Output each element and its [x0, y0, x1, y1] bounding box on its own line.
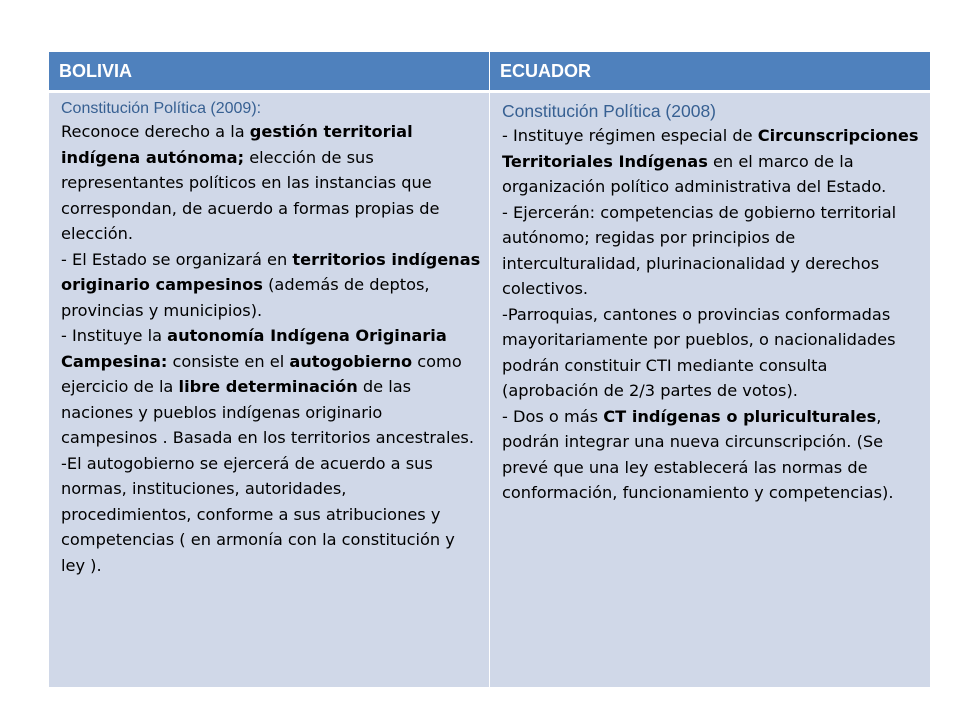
text-run: -El autogobierno se ejercerá de acuerdo a sus normas, instituciones, autoridades, procedimientos, conforme a sus atribuciones y competencias ( en armonía con la constitución y ley ). — [61, 453, 455, 575]
header-ecuador: ECUADOR — [490, 52, 931, 92]
ecuador-paragraph-4 — [502, 404, 922, 506]
bolivia-paragraph-1 — [61, 119, 481, 247]
content-row — [49, 92, 931, 688]
ecuador-paragraph-3 — [502, 302, 922, 404]
bolivia-paragraph-2 — [61, 247, 481, 324]
text-run: en el marco de la organización político administrativa del Estado. — [502, 151, 887, 196]
text-run: , podrán integrar una nueva circunscripción. (Se prevé que una ley establecerá las normas de conformación, funcionamiento y competencias). — [502, 406, 894, 502]
bold-text-run: autonomía Indígena Originaria Campesina: — [61, 326, 447, 371]
text-run: - Ejercerán: competencias de gobierno territorial autónomo; regidas por principios de interculturalidad, plurinacionalidad y derechos colectivos. — [502, 202, 897, 298]
text-run: de las naciones y pueblos indígenas originario campesinos . Basada en los territorios ancestrales. — [61, 377, 474, 447]
text-run: - Instituye la — [61, 326, 168, 345]
text-run: consiste en el — [167, 351, 290, 371]
ecuador-paragraph-1 — [502, 123, 922, 200]
comparison-table — [48, 51, 931, 688]
text-run: como ejercicio de la — [61, 351, 462, 396]
bolivia-cell — [49, 92, 490, 688]
bold-text-run: gestión territorial indígena autónoma; — [61, 122, 413, 167]
text-run: - Dos o más — [502, 406, 604, 426]
text-run: Reconoce derecho a la — [61, 122, 250, 141]
text-run: (además de deptos, provincias y municipios). — [61, 275, 430, 320]
text-run: - Instituye régimen especial de — [502, 126, 758, 145]
bold-text-run: CT indígenas o pluriculturales — [603, 406, 877, 426]
text-run: elección de sus representantes políticos en las instancias que correspondan, de acuerdo a formas propias de elección. — [61, 147, 440, 243]
ecuador-title: Constitución Política (2008) — [502, 101, 716, 121]
bold-text-run: Circunscripciones Territoriales Indígenas — [502, 126, 919, 171]
header-bolivia: BOLIVIA — [49, 52, 490, 92]
ecuador-cell — [490, 92, 931, 688]
bolivia-paragraph-4 — [61, 451, 481, 579]
header-row — [49, 52, 931, 92]
bolivia-title: Constitución Política (2009): — [61, 100, 262, 117]
bolivia-paragraph-3 — [61, 323, 481, 451]
bold-text-run: territorios indígenas originario campesinos — [61, 249, 481, 294]
bold-text-run: autogobierno — [289, 351, 413, 371]
text-run: - El Estado se organizará en — [61, 249, 293, 269]
bold-text-run: libre determinación — [178, 377, 358, 396]
ecuador-paragraph-2 — [502, 200, 922, 302]
text-run: -Parroquias, cantones o provincias conformadas mayoritariamente por pueblos, o nacionalidades podrán constituir CTI mediante consulta (aprobación de 2/3 partes de votos). — [502, 304, 896, 400]
